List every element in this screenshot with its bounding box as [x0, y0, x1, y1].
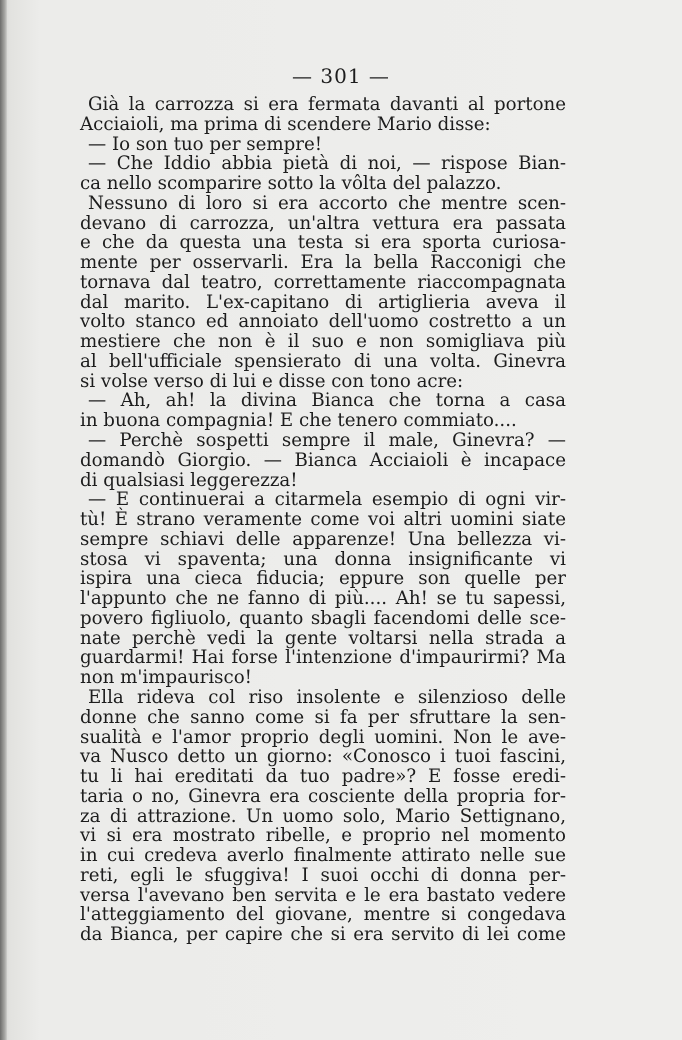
text-line: domandò Giorgio. — Bianca Acciaioli è incapace — [80, 449, 566, 471]
text-line: in cui credeva averlo finalmente attirato nelle sue — [80, 845, 566, 867]
page-binding-edge — [0, 0, 7, 1040]
text-line: — Che Iddio abbia pietà di noi, — rispose Bian- — [88, 153, 566, 175]
text-line: l'appunto che ne fanno di più.... Ah! se tu sapessi, — [80, 588, 566, 610]
text-line: — E continuerai a citarmela esempio di ogni vir- — [88, 489, 566, 511]
text-line: sempre schiavi delle apparenze! Una bellezza vi- — [80, 528, 566, 550]
text-line: reti, egli le sfuggiva! I suoi occhi di donna per- — [80, 864, 566, 886]
text-line: mestiere che non è il suo e non somigliava più — [80, 331, 566, 353]
text-line: ca nello scomparire sotto la vôlta del palazzo. — [80, 173, 502, 195]
text-line: tu li hai ereditati da tuo padre»? E fosse eredi- — [80, 766, 566, 788]
text-line: stosa vi spaventa; una donna insignificante vi — [80, 548, 566, 570]
text-line: va Nusco detto un giorno: «Conosco i tuoi fascini, — [80, 746, 566, 768]
text-line: za di attrazione. Un uomo solo, Mario Settignano, — [80, 805, 566, 827]
body-text — [80, 95, 566, 945]
text-line: vi si era mostrato ribelle, e proprio nel momento — [80, 825, 566, 847]
text-line: versa l'avevano ben servita e le era bastato vedere — [80, 884, 566, 906]
text-line: di qualsiasi leggerezza! — [80, 469, 298, 491]
text-line: l'atteggiamento del giovane, mentre si congedava — [80, 904, 566, 926]
text-line: tù! È strano veramente come voi altri uomini siate — [80, 509, 566, 531]
text-line: e che da questa una testa si era sporta curiosa- — [80, 232, 566, 254]
text-line: Acciaioli, ma prima di scendere Mario disse: — [80, 113, 491, 135]
text-line: guardarmi! Hai forse l'intenzione d'impaurirmi? Ma — [80, 647, 566, 669]
text-line: Ella rideva col riso insolente e silenzioso delle — [88, 686, 566, 708]
text-line: devano di carrozza, un'altra vettura era passata — [80, 212, 566, 234]
text-line: sualità e l'amor proprio degli uomini. Non le ave- — [80, 726, 566, 748]
text-line: nate perchè vedi la gente voltarsi nella strada a — [80, 627, 566, 649]
text-line: povero figliuolo, quanto sbagli facendomi delle sce- — [80, 607, 566, 629]
text-line: Già la carrozza si era fermata davanti al portone — [88, 94, 566, 115]
text-line: in buona compagnia! E che tenero commiato.... — [80, 410, 517, 432]
text-line: mente per osservarli. Era la bella Racconigi che — [80, 252, 566, 274]
text-line: da Bianca, per capire che si era servito di lei come — [80, 924, 566, 946]
text-line: taria o no, Ginevra era cosciente della propria for- — [80, 785, 566, 807]
text-line: — Perchè sospetti sempre il male, Ginevra? — — [88, 430, 566, 452]
text-line: dal marito. L'ex-capitano di artiglieria aveva il — [80, 291, 566, 313]
text-line: Nessuno di loro si era accorto che mentre scen- — [88, 192, 566, 214]
text-line: volto stanco ed annoiato dell'uomo costretto a un — [80, 311, 566, 333]
page-number: — 301 — — [292, 64, 390, 88]
text-line: tornava dal teatro, correttamente riaccompagnata — [80, 271, 566, 293]
text-line: si volse verso di lui e disse con tono acre: — [80, 370, 464, 392]
text-line: al bell'ufficiale spensierato di una volta. Ginevra — [80, 350, 566, 372]
text-line: non m'impaurisco! — [80, 667, 252, 689]
text-line: donne che sanno come si fa per sfruttare la sen- — [80, 706, 566, 728]
text-line: — Io son tuo per sempre! — [88, 133, 323, 155]
text-line: ispira una cieca fiducia; eppure son quelle per — [80, 568, 566, 590]
text-line: — Ah, ah! la divina Bianca che torna a casa — [88, 390, 566, 412]
